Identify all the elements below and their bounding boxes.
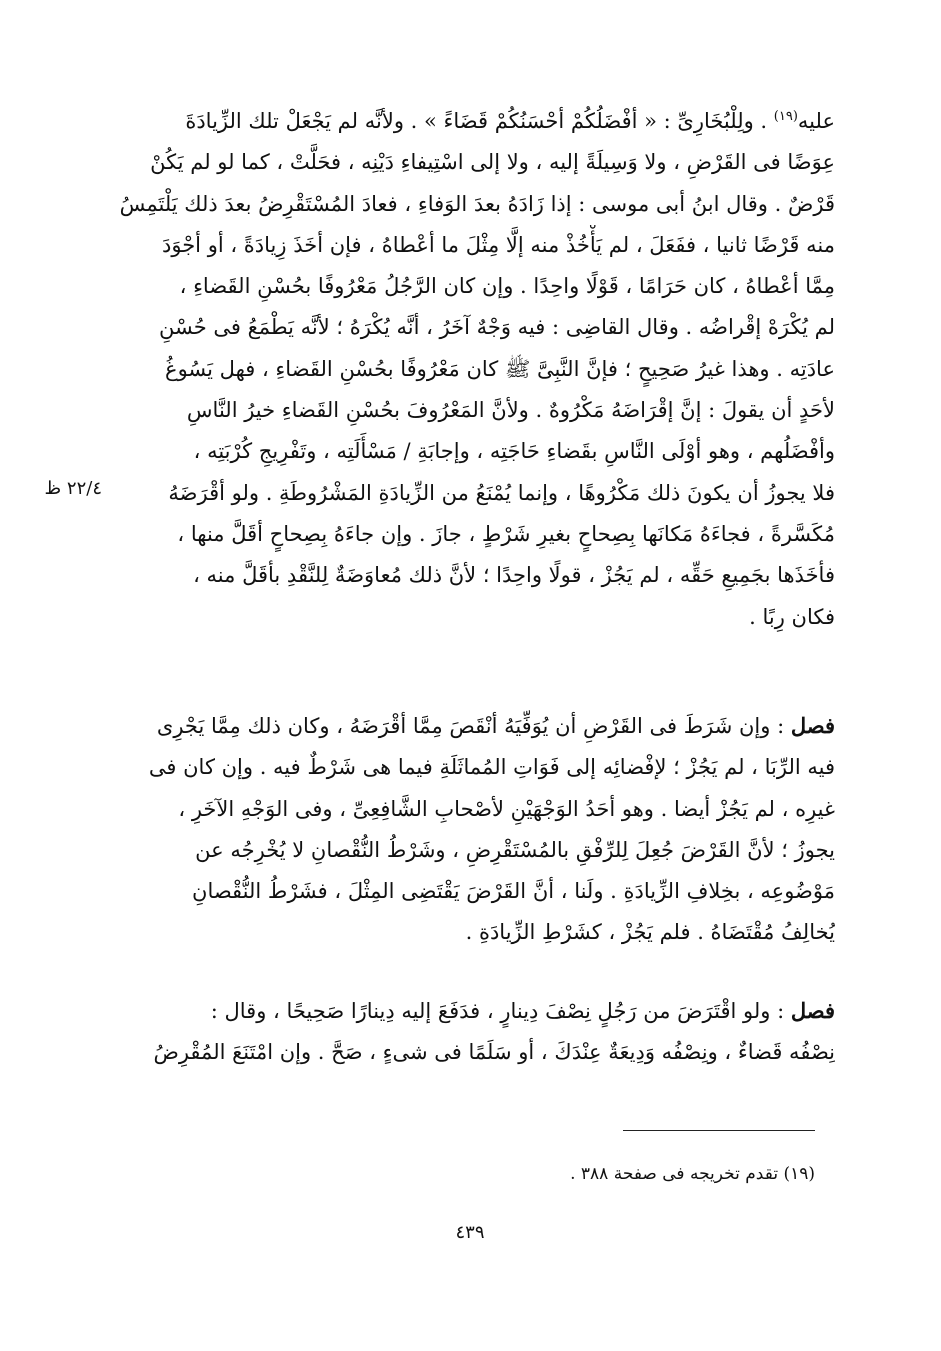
margin-manuscript-ref: ٢٢/٤ ظ bbox=[44, 478, 102, 499]
text-segment: : وإن شَرَطَ فى القَرْضِ أن يُوَفِّيَهُ أنْقَصَ مِمَّا أقْرَضَهُ ، وكان ذلك مِمَّا يَجْرِى bbox=[156, 714, 791, 738]
page-number: ٤٣٩ bbox=[455, 1222, 485, 1243]
text-line: عادَتِه . وهذا غيرُ صَحِيحٍ ؛ فإنَّ النَّبِىَّ ﷺ كان مَعْرُوفًا بحُسْنِ القَضاءِ ، فهل يَسُوغُ bbox=[165, 356, 835, 381]
text-segment: . ولِلْبُخَارِىِّ : « أفْضَلُكُمْ أحْسَنُكُمْ قَضَاءً » . ولأنَّه لم يَجْعَلْ تلك الزِّيادَةَ bbox=[185, 109, 774, 133]
paragraph-fasl-2 bbox=[100, 990, 835, 1074]
text-line: غيرِه ، لم يَجُزْ أيضا . وهو أحَدُ الوَجْهَيْنِ لأصْحابِ الشَّافِعِىِّ ، وفى الوَجْهِ الآخَرِ ، bbox=[178, 796, 835, 821]
text-line: وأفْضَلُهم ، وهو أوْلَى النَّاسِ بقَضاءِ حَاجَتِه ، وإجابَةِ / مَسْأَلَتِه ، وتَفْرِيجِ كُرْبَتِه ، bbox=[193, 439, 835, 464]
paragraph-main bbox=[100, 96, 835, 638]
text-line: فيه الرِّبَا ، لم يَجُزْ ؛ لإفْضائِه إلى فَوَاتِ المُماثَلَةِ فيما هى شَرْطٌ فيه . وإن كان فى bbox=[148, 755, 835, 780]
text-line: فكان رِبًا . bbox=[749, 604, 835, 629]
text-line: مُكَسَّرةً ، فجاءَهُ مَكانَها بِصِحاحٍ بغيرِ شَرْطٍ ، جازَ . وإن جاءَهُ بِصِحاحٍ أقَلَّ منها ، bbox=[177, 521, 835, 546]
text-line: قَرْضٌ . وقال ابنُ أبى موسى : إذا زَادَهُ بعدَ الوَفاءِ ، فعادَ المُسْتَقْرِضُ بعدَ ذلك يَلْتَمِسُ bbox=[119, 191, 835, 216]
text-line: عِوَضًا فى القَرْضِ ، ولا وَسِيلَةً إليه ، ولا إلى اسْتِيفاءِ دَيْنِه ، فحَلَّتْ ، كما لو لم يَكُنْ bbox=[150, 150, 835, 175]
text-line: لم يُكْرَهْ إقْراضُه . وقال القاضِى : فيه وَجْهٌ آخَرُ ، أنَّه يُكْرَهُ ؛ لأنَّه يَطْمَعُ فى حُسْنِ bbox=[159, 315, 835, 340]
text-segment: : ولو اقْتَرَضَ من رَجُلٍ نِصْفَ دِينارٍ ، فدَفَعَ إليه دِينارًا صَحِيحًا ، وقال : bbox=[210, 999, 791, 1023]
section-label: فصل bbox=[790, 998, 835, 1023]
text-line: فأخَذَها بجَمِيعِ حَقِّه ، لم يَجُزْ ، قولًا واحِدًا ؛ لأنَّ ذلك مُعاوَضَةٌ لِلنَّقْدِ بأقَلَّ منه ، bbox=[193, 563, 835, 588]
footnote-ref[interactable]: (١٩) bbox=[773, 109, 798, 124]
section-label: فصل bbox=[790, 713, 835, 738]
text-line: يجوزُ ؛ لأنَّ القَرْضَ جُعِلَ لِلرِّفْقِ بالمُسْتَقْرِضِ ، وشَرْطُ النُّقْصانِ لا يُخْرِجُه عن bbox=[195, 837, 835, 862]
text-line: فلا يجوزُ أن يكونَ ذلك مَكْرُوهًا ، وإنما يُمْنَعُ من الزِّيادَةِ المَشْرُوطَةِ . ولو أقْرَضَهُ bbox=[168, 480, 835, 505]
footnote-divider bbox=[623, 1130, 815, 1131]
text-segment: عليه bbox=[797, 109, 835, 133]
text-line: نِصْفُه قَضاءٌ ، ونِصْفُه وَدِيعَةٌ عِنْدَكَ ، أو سَلَمًا فى شىءٍ ، صَحَّ . وإن امْتَنَعَ المُقْرِضُ bbox=[153, 1040, 835, 1065]
text-line: يُخالِفُ مُقْتَضَاهُ . فلم يَجُزْ ، كشَرْطِ الزِّيادَةِ . bbox=[465, 920, 835, 945]
paragraph-fasl-1 bbox=[100, 705, 835, 954]
text-line: مَوْضُوعِه ، بخِلافِ الزِّيادَةِ . ولَنا ، أنَّ القَرْضَ يَقْتَضِى المِثْلَ ، فشَرْطُ النُّقْصانِ bbox=[192, 879, 835, 904]
text-line bbox=[100, 705, 835, 747]
text-line: منه قَرْضًا ثانيا ، ففَعَلَ ، لم يَأْخُذْ منه إلَّا مِثْلَ ما أعْطاهُ ، فإن أخَذَ زِيادَةً ، أو أجْوَدَ bbox=[162, 232, 835, 257]
text-line bbox=[100, 96, 835, 142]
text-line: مِمَّا أعْطاهُ ، كان حَرَامًا ، قَوْلًا واحِدًا . وإن كان الرَّجُلُ مَعْرُوفًا بحُسْنِ القَضاءِ ، bbox=[179, 274, 835, 299]
text-line bbox=[100, 990, 835, 1032]
text-line: لأحَدٍ أن يقولَ : إنَّ إقْرَاضَهُ مَكْرُوهٌ . ولأنَّ المَعْرُوفَ بحُسْنِ القَضاءِ خيرُ النَّاسِ bbox=[186, 398, 835, 423]
footnote: (١٩) تقدم تخريجه فى صفحة ٣٨٨ . bbox=[570, 1164, 815, 1184]
